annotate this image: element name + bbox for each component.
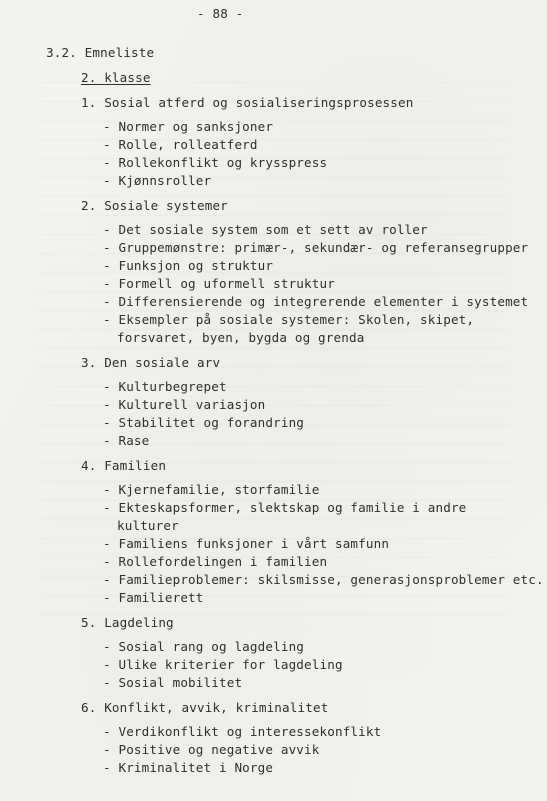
topic-1-item: - Rollekonflikt og krysspress — [103, 155, 328, 170]
topic-2-item: - Differensierende og integrerende elementer i systemet — [103, 294, 529, 309]
topic-6-item: - Verdikonflikt og interessekonflikt — [103, 724, 382, 739]
page-number: - 88 - — [197, 6, 244, 21]
topic-3-title: 3. Den sosiale arv — [81, 355, 221, 370]
topic-4-item: - Familieproblemer: skilsmisse, generasjonsproblemer etc. — [103, 572, 544, 587]
topic-4-item: - Kjernefamilie, storfamilie — [103, 482, 320, 497]
topic-5-item: - Sosial mobilitet — [103, 675, 243, 690]
section-title: 3.2. Emneliste — [46, 45, 155, 60]
topic-1-title: 1. Sosial atferd og sosialiseringsprosessen — [81, 95, 414, 110]
topic-2-item: - Formell og uformell struktur — [103, 276, 335, 291]
class-label: 2. klasse — [81, 70, 151, 85]
topic-6-item: - Positive og negative avvik — [103, 742, 320, 757]
topic-5-item: - Sosial rang og lagdeling — [103, 639, 305, 654]
topic-4-item-continuation: kulturer — [117, 518, 179, 533]
topic-3-item: - Kulturell variasjon — [103, 397, 266, 412]
topic-4-item: - Familierett — [103, 590, 204, 605]
topic-6-item: - Kriminalitet i Norge — [103, 760, 274, 775]
topic-4-item: - Familiens funksjoner i vårt samfunn — [103, 536, 390, 551]
topic-5-item: - Ulike kriterier for lagdeling — [103, 657, 343, 672]
topic-2-title: 2. Sosiale systemer — [81, 198, 228, 213]
topic-3-item: - Kulturbegrepet — [103, 379, 227, 394]
topic-2-item: - Gruppemønstre: primær-, sekundær- og referansegrupper — [103, 240, 529, 255]
topic-6-title: 6. Konflikt, avvik, kriminalitet — [81, 700, 329, 715]
topic-4-item: - Ekteskapsformer, slektskap og familie i andre — [103, 500, 467, 515]
topic-5-title: 5. Lagdeling — [81, 615, 174, 630]
topic-1-item: - Normer og sanksjoner — [103, 119, 274, 134]
topic-1-item: - Rolle, rolleatferd — [103, 137, 258, 152]
topic-4-item: - Rollefordelingen i familien — [103, 554, 328, 569]
topic-2-item-continuation: forsvaret, byen, bygda og grenda — [117, 330, 365, 345]
topic-1-item: - Kjønnsroller — [103, 173, 212, 188]
topic-2-item: - Det sosiale system som et sett av roller — [103, 222, 428, 237]
topic-2-item: - Eksempler på sosiale systemer: Skolen, skipet, — [103, 312, 475, 327]
topic-3-item: - Stabilitet og forandring — [103, 415, 305, 430]
topic-4-title: 4. Familien — [81, 458, 167, 473]
topic-2-item: - Funksjon og struktur — [103, 258, 274, 273]
topic-3-item: - Rase — [103, 433, 150, 448]
